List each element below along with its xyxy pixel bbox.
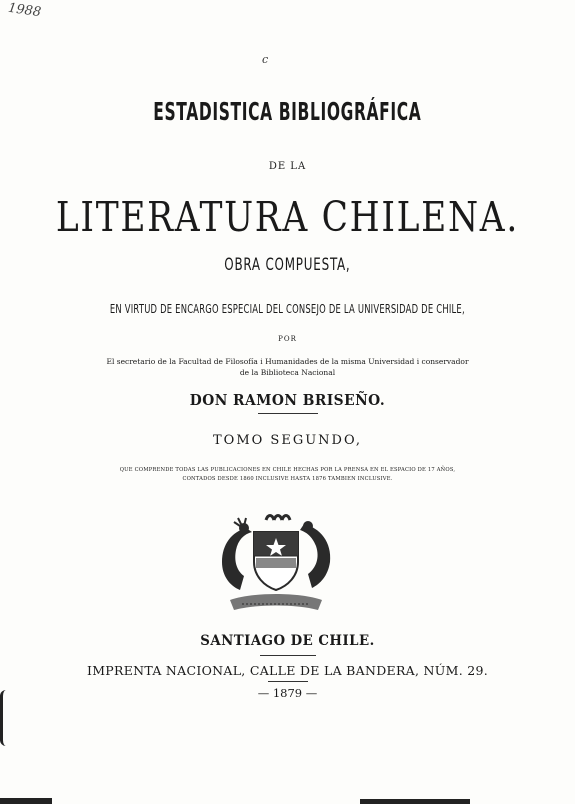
commission-text: EN VIRTUD DE ENCARGO ESPECIAL DEL CONSEJO DE LA UNIVERSIDAD DE CHILE, [109, 302, 465, 316]
author-role-line-2: de la Biblioteca Nacional [239, 368, 336, 377]
handwritten-note: 1988 [7, 0, 42, 21]
divider-rule [258, 413, 318, 414]
scan-smudge [0, 798, 52, 804]
scope-line-1: QUE COMPRENDE TODAS LAS PUBLICACIONES EN CHILE HECHAS POR LA PRENSA EN EL ESPACIO DE 17 AÑOS, [119, 467, 456, 473]
por-text: POR [278, 335, 297, 343]
title-line-1: ESTADISTICA BIBLIOGRÁFICA [153, 97, 422, 126]
subtitle: OBRA COMPUESTA, [224, 255, 351, 275]
divider-rule [260, 655, 316, 656]
divider-rule [268, 681, 308, 682]
publication-year: — 1879 — [257, 686, 318, 700]
author-name: DON RAMON BRISEÑO. [189, 391, 386, 409]
page-edge-mark [0, 690, 13, 746]
author-role [0, 356, 575, 378]
scan-smudge [360, 799, 470, 804]
author-role-line-1: El secretario de la Facultad de Filosofía i Humanidades de la misma Universidad i conservador [106, 357, 469, 366]
title-connector: DE LA [268, 161, 307, 172]
printer-line: IMPRENTA NACIONAL, CALLE DE LA BANDERA, NÚM. 29. [86, 663, 489, 678]
scope-text [0, 466, 575, 484]
chilean-coat-of-arms-icon [212, 514, 340, 618]
main-title: LITERATURA CHILENA. [55, 193, 519, 241]
scope-line-2: CONTADOS DESDE 1860 INCLUSIVE HASTA 1876 TAMBIEN INCLUSIVE. [182, 476, 393, 482]
place-of-publication: SANTIAGO DE CHILE. [200, 633, 375, 649]
volume-label: TOMO SEGUNDO, [213, 433, 362, 448]
ornament-mark: c [262, 53, 269, 66]
